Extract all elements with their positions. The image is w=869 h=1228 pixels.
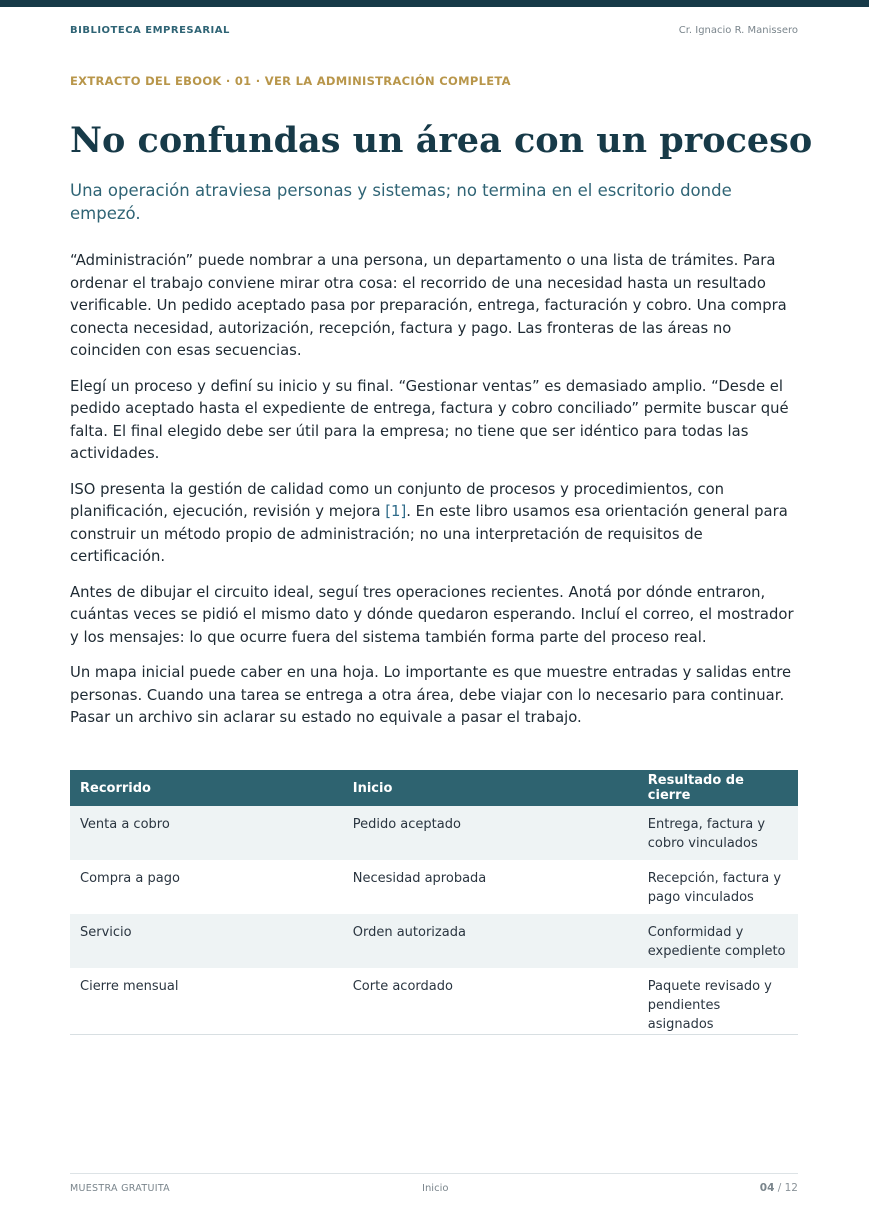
table-cell: Compra a pago xyxy=(80,871,180,886)
table-cell: Cierre mensual xyxy=(70,968,343,1035)
paragraph: “Administración” puede nombrar a una persona, un departamento o una lista de trámites. Para ordenar el trabajo conviene mirar otra cosa: el recorrido de una necesidad hasta un resultado verificable. Un pedido aceptado pasa por preparación, entrega, facturación y cobro. Una compra conecta necesidad, autorización, recepción, factura y pago. Las fronteras de las áreas no coinciden con esas secuencias. xyxy=(70,252,787,359)
table-cell: Servicio xyxy=(70,914,343,968)
footer-label: MUESTRA GRATUITA xyxy=(70,1183,170,1194)
top-accent-bar xyxy=(0,0,869,7)
paragraph: Un mapa inicial puede caber en una hoja. Lo importante es que muestre entradas y salidas entre personas. Cuando una tarea se entrega a otra área, debe viajar con lo necesario para continuar. Pasar un archivo sin aclarar su estado no equivale a pasar el trabajo. xyxy=(70,664,792,726)
header-author: Cr. Ignacio R. Manissero xyxy=(678,25,798,36)
column-header-inicio: Inicio xyxy=(343,770,638,806)
table-cell: Orden autorizada xyxy=(343,914,638,968)
column-header-resultado: Resultado de cierre xyxy=(638,770,798,806)
table-cell: Corte acordado xyxy=(343,968,638,1035)
header-brand: BIBLIOTECA EMPRESARIAL xyxy=(70,25,230,36)
paragraph-text: ISO presenta la gestión de calidad como un conjunto de procesos y procedimientos, con planificación, ejecución, revisión y mejora xyxy=(70,480,725,520)
table-cell: Necesidad aprobada xyxy=(352,871,487,886)
table-cell: Entrega, factura y cobro vinculados xyxy=(638,806,798,860)
table-row xyxy=(70,806,798,860)
table-row xyxy=(70,968,798,1035)
table-cell: Pedido aceptado xyxy=(343,806,638,860)
footer-divider xyxy=(70,1173,798,1174)
page-separator: / xyxy=(774,1182,785,1194)
page-total: 12 xyxy=(784,1182,798,1194)
footer-home-link[interactable]: Inicio xyxy=(422,1183,449,1194)
page-number xyxy=(760,1182,798,1194)
column-header-recorrido: Recorrido xyxy=(70,770,343,806)
paragraph-text: . En este libro usamos esa orientación general para construir un método propio de administración; no una interpretación de requisitos de certificación. xyxy=(70,503,788,565)
table-row xyxy=(70,914,798,968)
page-current: 04 xyxy=(759,1182,775,1194)
page-title: No confundas un área con un proceso xyxy=(70,120,813,161)
page-subtitle: Una operación atraviesa personas y sistemas; no termina en el escritorio donde empezó. xyxy=(70,181,732,223)
table-cell: Venta a cobro xyxy=(70,806,343,860)
paragraph: Elegí un proceso y definí su inicio y su final. “Gestionar ventas” es demasiado amplio. “Desde el pedido aceptado hasta el expediente de entrega, factura y cobro conciliado” permite buscar qué falta. El final elegido debe ser útil para la empresa; no tiene que ser idéntico para todas las actividades. xyxy=(70,377,789,462)
table-header-row xyxy=(70,770,798,806)
kicker-link[interactable]: EXTRACTO DEL EBOOK · 01 · VER LA ADMINISTRACIÓN COMPLETA xyxy=(70,74,511,88)
process-table xyxy=(70,770,798,1035)
table-cell: Recepción, factura y pago vinculados xyxy=(647,871,782,905)
table-cell: Conformidad y expediente completo xyxy=(638,914,798,968)
table-cell: Paquete revisado y pendientes asignados xyxy=(638,968,798,1035)
table-row xyxy=(70,860,798,914)
article-body xyxy=(70,250,799,743)
paragraph: Antes de dibujar el circuito ideal, seguí tres operaciones recientes. Anotá por dónde entraron, cuántas veces se pidió el mismo dato y dónde quedaron esperando. Incluí el correo, el mostrador y los mensajes: lo que ocurre fuera del sistema también forma parte del proceso real. xyxy=(70,583,794,646)
paragraph xyxy=(70,479,799,569)
citation-link[interactable]: [1] xyxy=(385,503,407,520)
